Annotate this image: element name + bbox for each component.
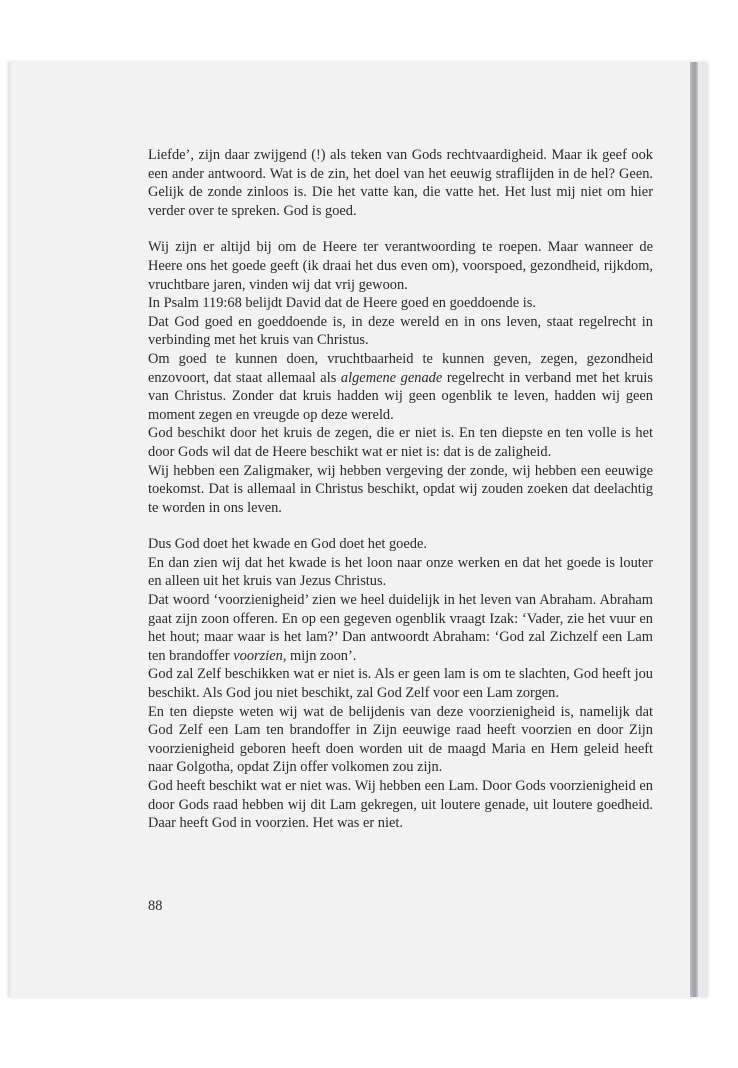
paragraph: Dus God doet het kwade en God doet het goede. [148, 536, 427, 553]
paragraph: God heeft beschikt wat er niet was. Wij hebben een Lam. Door Gods voorzienigheid en door Gods raad hebben wij dit Lam gekregen, uit loutere genade, uit loutere goedheid. Daar heeft God in voorzien. Het was er niet. [148, 778, 653, 832]
paragraph: Wij zijn er altijd bij om de Heere ter verantwoording te roepen. Maar wanneer de Heere ons het goede geeft (ik draai het dus even om), voorspoed, gezondheid, rijkdom, vruchtbare jaren, vinden wij dat vrij gewoon. [148, 239, 653, 293]
page-edge [8, 62, 12, 997]
page-number: 88 [148, 898, 163, 914]
paragraph [148, 350, 653, 424]
text-run: Om goed te kunnen doen, vruchtbaarheid te kunnen geven, zegen, gezondheid enzovoort, dat staat allemaal als [148, 350, 653, 386]
paragraph: Wij hebben een Zaligmaker, wij hebben vergeving der zonde, wij hebben een eeuwige toekomst. Dat is allemaal in Christus beschikt, opdat wij zouden zoeken dat deelachtig te worden in ons leven. [148, 462, 653, 516]
italic-term: algemene genade [340, 369, 443, 386]
text-run: regelrecht in verband met het kruis van Christus. Zonder dat kruis hadden wij geen ogenblik te leven, hadden wij geen moment zegen en vreugde op deze wereld. [148, 369, 653, 423]
paragraph: God beschikt door het kruis de zegen, die er niet is. En ten diepste en ten volle is het door Gods wil dat de Heere beschikt wat er niet is: dat is de zaligheid. [148, 425, 653, 460]
paragraph: Dat God goed en goeddoende is, in deze wereld en in ons leven, staat regelrecht in verbinding met het kruis van Christus. [148, 313, 653, 349]
paragraph: Liefde’, zijn daar zwijgend (!) als teken van Gods rechtvaardigheid. Maar ik geef ook een ander antwoord. Wat is de zin, het doel van het eeuwig straflijden in de hel? Geen. Gelijk de zonde zinloos is. Die het vatte kan, die vatte het. Het lust mij niet om hier verder over te spreken. God is goed. [148, 147, 653, 219]
body-text [148, 146, 653, 833]
facing-page-edge [698, 62, 708, 997]
book-spine [690, 62, 698, 997]
paragraph [148, 591, 653, 665]
text-run: Dat woord ‘voorzienigheid’ zien we heel duidelijk in het leven van Abraham. Abraham gaat zijn zoon offeren. En op een gegeven ogenblik vraagt Izak: ‘Vader, zie het vuur en het hout; maar waar is het lam?’ Dan antwoordt Abraham: ‘God zal Zichzelf een Lam ten brandoffer [148, 592, 653, 664]
paragraph: En ten diepste weten wij wat de belijdenis van deze voorzienigheid is, namelijk dat God Zelf een Lam ten brandoffer in Zijn eeuwige raad heeft voorzien en door Zijn voorzienigheid geboren heeft doen worden uit de maagd Maria en Hem geleid heeft naar Golgotha, opdat Zijn offer volkomen zou zijn. [148, 703, 653, 776]
paragraph: En dan zien wij dat het kwade is het loon naar onze werken en dat het goede is louter en alleen uit het kruis van Jezus Christus. [148, 554, 653, 590]
italic-term: voorzien [233, 647, 283, 664]
paragraph: God zal Zelf beschikken wat er niet is. Als er geen lam is om te slachten, God heeft jou beschikt. Als God jou niet beschikt, zal God Zelf voor een Lam zorgen. [148, 666, 653, 702]
text-run: , mijn zoon’. [282, 647, 357, 664]
paragraph: In Psalm 119:68 belijdt David dat de Heere goed en goeddoende is. [148, 295, 536, 312]
